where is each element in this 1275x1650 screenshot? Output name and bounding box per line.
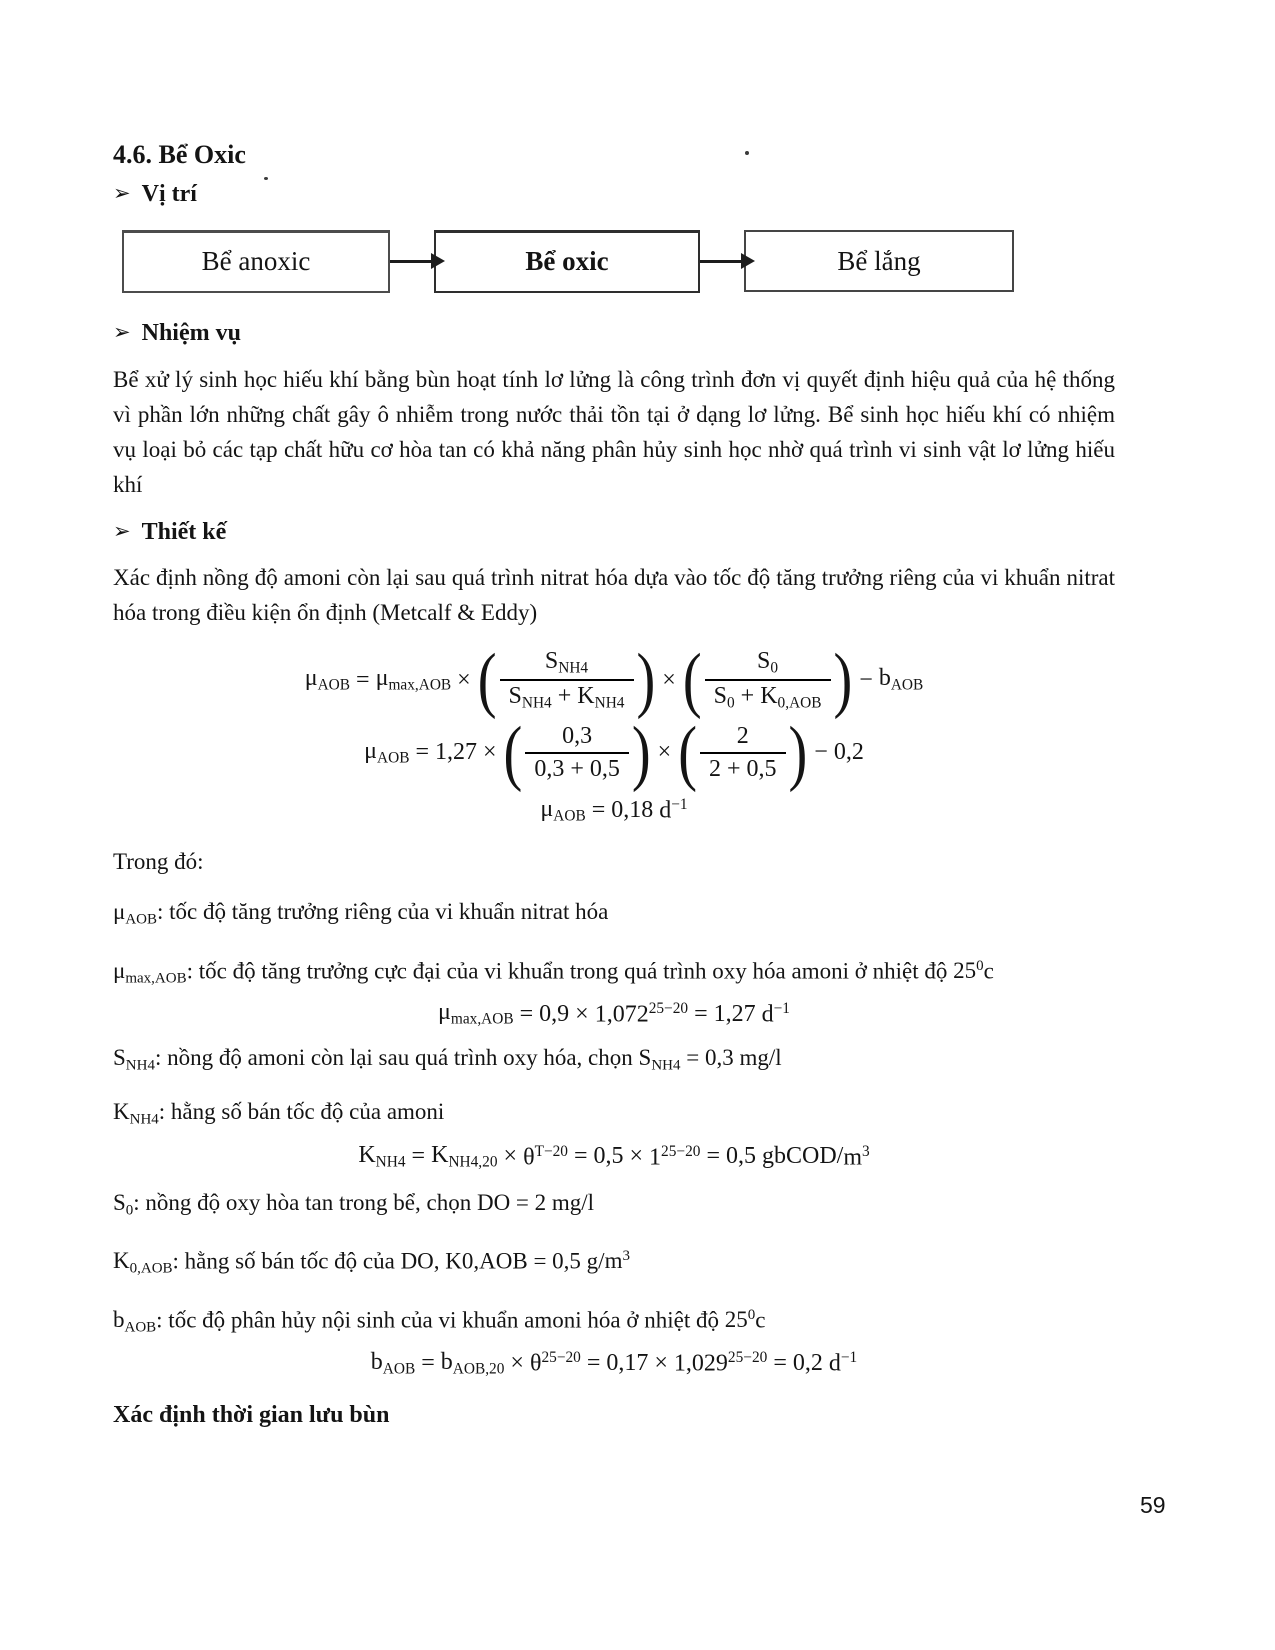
formula-mu-aob-general: $\mu_{AOB}$ = $\mu_{max,AOB}$ × ( $\frac{S_{NH4}}{S_{NH4} + K_{NH4}}$ ) × ( $\frac{S_0}{S_0 + K_{0,AOB}}$ ) − $b_{AOB}$	[304, 639, 924, 721]
formula-k-nh4: $K_{NH4}$ = $K_{NH4,20}$ × $\theta^{T-20}$ = 0,5 × $1^{25-20}$ = 0,5 gbCOD/ $m^3$	[358, 1142, 870, 1171]
trong-do-label: Trong đó:	[113, 849, 204, 875]
scan-artifact-dot	[745, 151, 749, 155]
formula-mu-aob-values: $\mu_{AOB}$ = 1,27 × ( $\frac{0,3}{0,3 + 0,5}$ ) × ( $\frac{2}{2 + 0,5}$ ) − 0,2	[364, 712, 864, 794]
formula-b-aob: $b_{AOB}$ = $b_{AOB,20}$ × $\theta^{25-20}$ = 0,17 × $1,029^{25-20}$ = 0,2 $d^{-1}$	[370, 1348, 858, 1378]
flow-box-oxic	[434, 230, 700, 293]
flow-box-oxic-label: Bể oxic	[525, 246, 609, 276]
definition-s-nh4: $S_{NH4}$: nồng độ amoni còn lại sau quá trình oxy hóa, chọn $S_{NH4} = 0,3$ mg/l	[113, 1045, 782, 1074]
arrow-bullet-icon: ➢	[113, 519, 131, 543]
formula-mu-max-aob: $\mu_{max,AOB}$ = 0,9 × $1,072^{25-20}$ = 1,27 $d^{-1}$	[438, 999, 790, 1029]
process-flow-diagram	[122, 230, 1115, 292]
arrow-right-icon	[700, 260, 742, 263]
sludge-retention-heading: Xác định thời gian lưu bùn	[113, 1402, 390, 1429]
nhiem-vu-label: Nhiệm vụ	[141, 320, 241, 346]
definition-k0-aob: $K_{0,AOB}$: hằng số bán tốc độ của DO, K0,AOB = 0,5 $g/m^3$	[113, 1248, 630, 1277]
flow-box-lang	[744, 230, 1014, 292]
definition-b-aob: $b_{AOB}$: tốc độ phân hủy nội sinh của vi khuẩn amoni hóa ở nhiệt độ $25^0c$	[113, 1306, 766, 1336]
page-number: 59	[1140, 1492, 1166, 1518]
definition-s0: $S_0$: nồng độ oxy hòa tan trong bể, chọn DO = 2 mg/l	[113, 1189, 595, 1219]
definition-k-nh4: $K_{NH4}$: hằng số bán tốc độ của amoni	[113, 1098, 445, 1128]
vi-tri-label: Vị trí	[141, 181, 197, 207]
scan-artifact-dot	[264, 177, 268, 180]
bullet-vi-tri	[113, 179, 1115, 209]
definition-mu-aob: $\mu_{AOB}$: tốc độ tăng trưởng riêng của vi khuẩn nitrat hóa	[113, 899, 609, 928]
formula-mu-aob-result: $\mu_{AOB}$ = 0,18 $d^{-1}$	[540, 795, 688, 825]
bullet-nhiem-vu	[113, 318, 1115, 348]
thiet-ke-label: Thiết kế	[141, 519, 227, 545]
arrow-bullet-icon: ➢	[113, 320, 131, 344]
flow-box-anoxic	[122, 230, 390, 293]
arrow-right-icon	[390, 260, 432, 263]
thietke-paragraph: Xác định nồng độ amoni còn lại sau quá trình nitrat hóa dựa vào tốc độ tăng trưởng riêng của vi khuẩn nitrat hóa trong điều kiện ổn định (Metcalf & Eddy)	[113, 565, 1115, 625]
flow-box-anoxic-label: Bể anoxic	[201, 246, 311, 276]
flow-box-lang-label: Bể lắng	[837, 245, 921, 276]
definition-mu-max-aob: $\mu_{max,AOB}$: tốc độ tăng trưởng cực đại của vi khuẩn trong quá trình oxy hóa amoni ở nhiệt độ $25^0c$	[113, 957, 994, 987]
page-title: 4.6. Bể Oxic	[113, 140, 246, 169]
arrow-bullet-icon: ➢	[113, 181, 131, 205]
bullet-thiet-ke	[113, 517, 1115, 547]
nhiemvu-paragraph: Bể xử lý sinh học hiếu khí bằng bùn hoạt tính lơ lửng là công trình đơn vị quyết định hiệu quả của hệ thống vì phần lớn những chất gây ô nhiễm trong nước thải tồn tại ở dạng lơ lửng. Bể sinh học hiếu khí có nhiệm vụ loại bỏ các tạp chất hữu cơ hòa tan có khả năng phân hủy sinh học nhờ quá trình vi sinh vật lơ lửng hiếu khí	[113, 367, 1115, 497]
